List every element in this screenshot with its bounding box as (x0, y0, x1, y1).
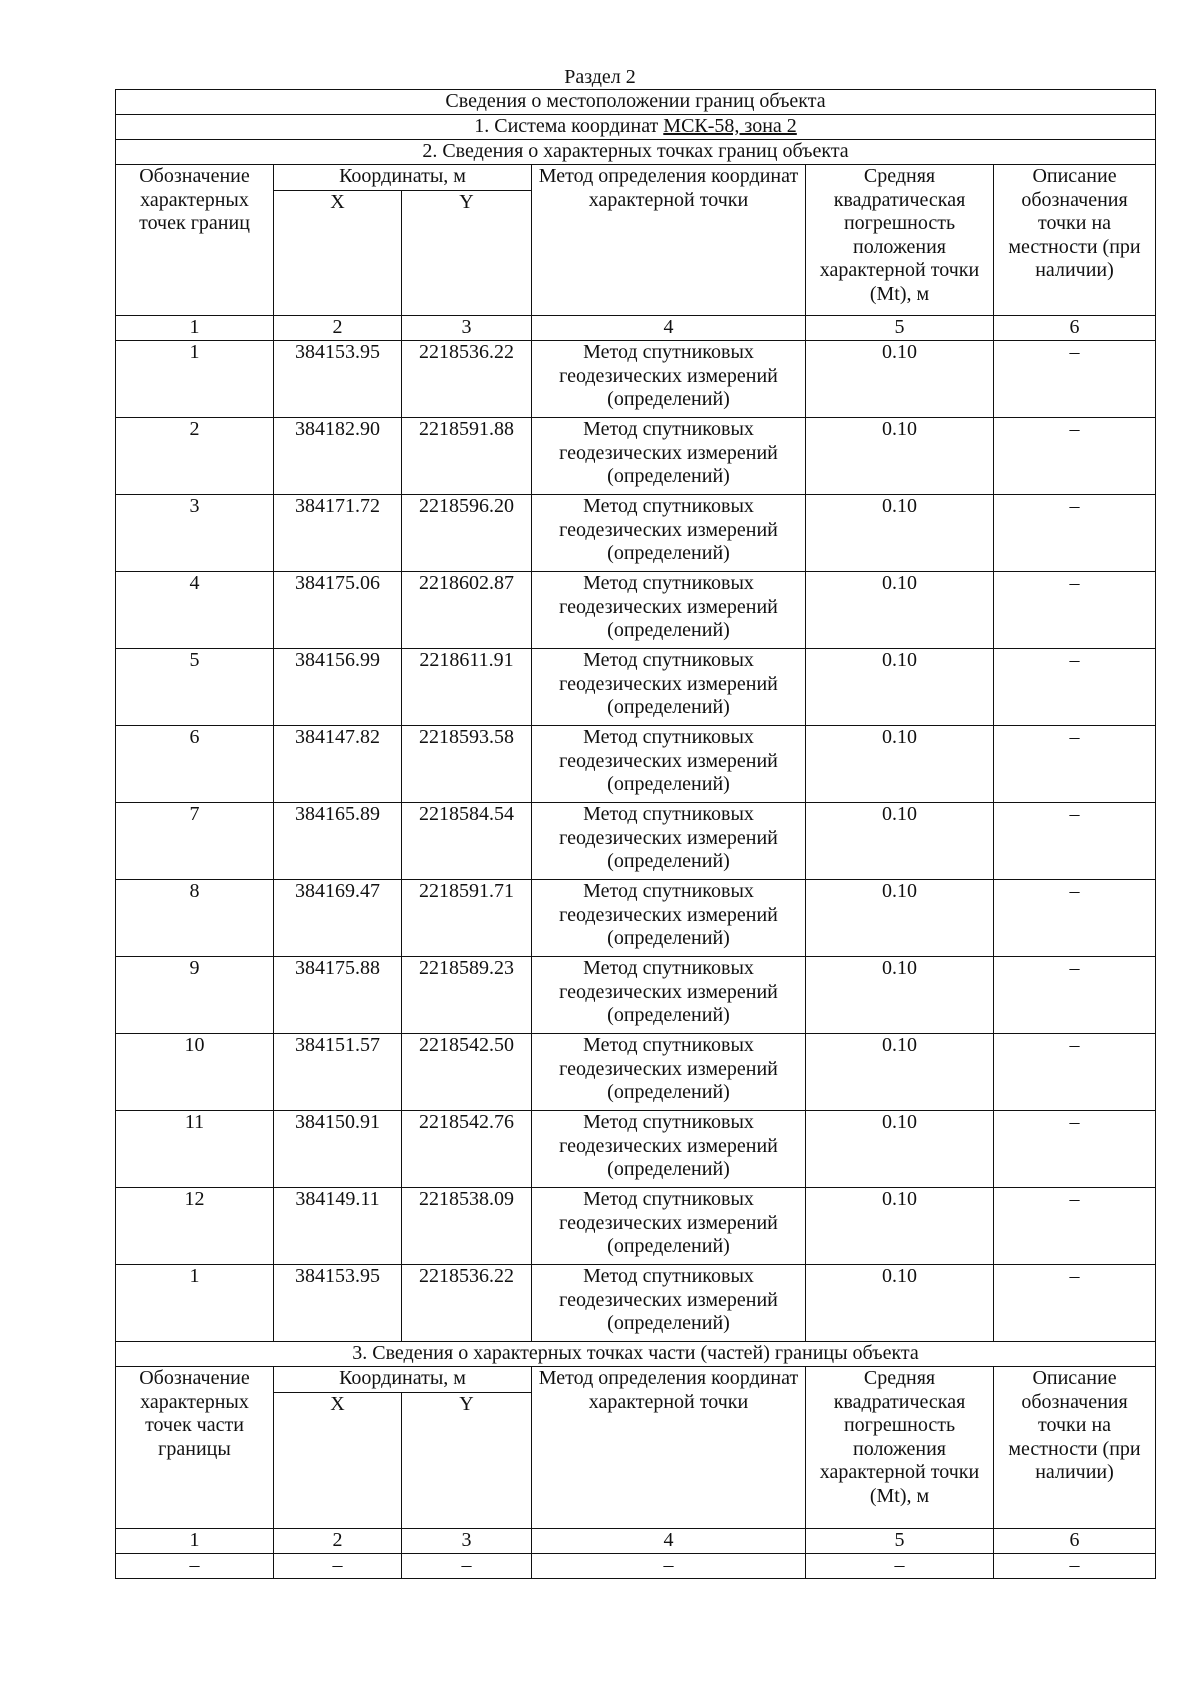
point-number: 5 (116, 649, 274, 726)
table-title: Сведения о местоположении границ объекта (116, 90, 1156, 115)
point-number: 4 (116, 572, 274, 649)
point-y: 2218589.23 (402, 957, 532, 1034)
point-mean-error: 0.10 (806, 1265, 994, 1342)
point-description: – (994, 649, 1156, 726)
point-number: 9 (116, 957, 274, 1034)
coord-system-prefix: 1. Система координат (474, 115, 664, 137)
column-number: 5 (806, 316, 994, 341)
point-description: – (994, 1034, 1156, 1111)
table-row (116, 572, 1156, 649)
point-description: – (994, 726, 1156, 803)
point-method: Метод спутниковых геодезических измерений (определений) (532, 726, 806, 803)
table-row (116, 803, 1156, 880)
point-y: 2218591.71 (402, 880, 532, 957)
part-cell: – (402, 1554, 532, 1579)
point-mean-error: 0.10 (806, 1034, 994, 1111)
point-method: Метод спутниковых геодезических измерений (определений) (532, 495, 806, 572)
point-number: 6 (116, 726, 274, 803)
column-numbers-row (116, 316, 1156, 341)
point-x: 384171.72 (274, 495, 402, 572)
point-description: – (994, 1111, 1156, 1188)
point-mean-error: 0.10 (806, 341, 994, 418)
point-mean-error: 0.10 (806, 726, 994, 803)
point-x: 384150.91 (274, 1111, 402, 1188)
table-row (116, 957, 1156, 1034)
part-cell: – (116, 1554, 274, 1579)
boundary-table (115, 89, 1156, 1579)
header-x: X (274, 191, 402, 316)
coord-system-line (116, 115, 1156, 140)
point-x: 384175.06 (274, 572, 402, 649)
part-cell: – (274, 1554, 402, 1579)
column-number: 2 (274, 1529, 402, 1554)
point-y: 2218542.76 (402, 1111, 532, 1188)
point-method: Метод спутниковых геодезических измерений (определений) (532, 1034, 806, 1111)
point-number: 8 (116, 880, 274, 957)
header-part-point-designation: Обозначение характерных точек части границы (116, 1367, 274, 1529)
header-y: Y (402, 191, 532, 316)
point-y: 2218611.91 (402, 649, 532, 726)
point-mean-error: 0.10 (806, 649, 994, 726)
point-mean-error: 0.10 (806, 1188, 994, 1265)
point-y: 2218596.20 (402, 495, 532, 572)
table-row (116, 1188, 1156, 1265)
point-description: – (994, 1188, 1156, 1265)
table-row (116, 1265, 1156, 1342)
point-x: 384156.99 (274, 649, 402, 726)
column-number: 3 (402, 1529, 532, 1554)
part-cell: – (806, 1554, 994, 1579)
point-method: Метод спутниковых геодезических измерений (определений) (532, 418, 806, 495)
point-y: 2218538.09 (402, 1188, 532, 1265)
point-y: 2218536.22 (402, 1265, 532, 1342)
point-mean-error: 0.10 (806, 803, 994, 880)
point-method: Метод спутниковых геодезических измерений (определений) (532, 1111, 806, 1188)
point-method: Метод спутниковых геодезических измерений (определений) (532, 1265, 806, 1342)
point-y: 2218542.50 (402, 1034, 532, 1111)
column-numbers-row-part (116, 1529, 1156, 1554)
point-description: – (994, 572, 1156, 649)
point-x: 384153.95 (274, 1265, 402, 1342)
header-x-part: X (274, 1393, 402, 1529)
column-number: 3 (402, 316, 532, 341)
header-point-designation: Обозначение характерных точек границ (116, 165, 274, 316)
header-method: Метод определения координат характерной точки (532, 165, 806, 316)
point-number: 7 (116, 803, 274, 880)
table-row (116, 1111, 1156, 1188)
point-description: – (994, 880, 1156, 957)
table-row (116, 341, 1156, 418)
column-number: 4 (532, 316, 806, 341)
point-x: 384182.90 (274, 418, 402, 495)
section-title: Раздел 2 (564, 66, 636, 88)
point-y: 2218593.58 (402, 726, 532, 803)
table-row (116, 495, 1156, 572)
point-y: 2218536.22 (402, 341, 532, 418)
point-description: – (994, 803, 1156, 880)
point-description: – (994, 1265, 1156, 1342)
point-mean-error: 0.10 (806, 418, 994, 495)
point-method: Метод спутниковых геодезических измерений (определений) (532, 572, 806, 649)
header-description: Описание обозначения точки на местности (при наличии) (994, 165, 1156, 316)
part-cell: – (532, 1554, 806, 1579)
header-description-part: Описание обозначения точки на местности (при наличии) (994, 1367, 1156, 1529)
point-number: 10 (116, 1034, 274, 1111)
point-number: 2 (116, 418, 274, 495)
column-number: 6 (994, 1529, 1156, 1554)
point-mean-error: 0.10 (806, 572, 994, 649)
point-mean-error: 0.10 (806, 880, 994, 957)
point-method: Метод спутниковых геодезических измерений (определений) (532, 649, 806, 726)
point-description: – (994, 341, 1156, 418)
header-coordinates-part: Координаты, м (274, 1367, 532, 1393)
header-method-part: Метод определения координат характерной точки (532, 1367, 806, 1529)
point-description: – (994, 957, 1156, 1034)
header-mean-error: Средняя квадратическая погрешность положения характерной точки (Mt), м (806, 165, 994, 316)
header-y-part: Y (402, 1393, 532, 1529)
point-number: 1 (116, 341, 274, 418)
column-number: 2 (274, 316, 402, 341)
table-row (116, 1034, 1156, 1111)
point-method: Метод спутниковых геодезических измерений (определений) (532, 341, 806, 418)
point-x: 384149.11 (274, 1188, 402, 1265)
point-number: 3 (116, 495, 274, 572)
column-number: 6 (994, 316, 1156, 341)
point-x: 384175.88 (274, 957, 402, 1034)
point-x: 384147.82 (274, 726, 402, 803)
table-row (116, 880, 1156, 957)
table-row (116, 649, 1156, 726)
point-mean-error: 0.10 (806, 957, 994, 1034)
header-mean-error-part: Средняя квадратическая погрешность положения характерной точки (Mt), м (806, 1367, 994, 1529)
point-number: 1 (116, 1265, 274, 1342)
point-y: 2218584.54 (402, 803, 532, 880)
subsection-3-title: 3. Сведения о характерных точках части (частей) границы объекта (116, 1342, 1156, 1367)
point-description: – (994, 495, 1156, 572)
coord-system-value: МСК-58, зона 2 (663, 115, 797, 137)
subsection-2-title: 2. Сведения о характерных точках границ объекта (116, 140, 1156, 165)
column-number: 5 (806, 1529, 994, 1554)
part-cell: – (994, 1554, 1156, 1579)
header-coordinates: Координаты, м (274, 165, 532, 191)
column-number: 4 (532, 1529, 806, 1554)
point-number: 12 (116, 1188, 274, 1265)
point-method: Метод спутниковых геодезических измерений (определений) (532, 1188, 806, 1265)
column-number: 1 (116, 316, 274, 341)
column-number: 1 (116, 1529, 274, 1554)
table-row (116, 418, 1156, 495)
point-x: 384169.47 (274, 880, 402, 957)
point-method: Метод спутниковых геодезических измерений (определений) (532, 957, 806, 1034)
point-x: 384153.95 (274, 341, 402, 418)
point-y: 2218591.88 (402, 418, 532, 495)
part-points-row (116, 1554, 1156, 1579)
point-method: Метод спутниковых геодезических измерений (определений) (532, 803, 806, 880)
point-description: – (994, 418, 1156, 495)
point-mean-error: 0.10 (806, 1111, 994, 1188)
table-row (116, 726, 1156, 803)
point-x: 384151.57 (274, 1034, 402, 1111)
point-y: 2218602.87 (402, 572, 532, 649)
point-mean-error: 0.10 (806, 495, 994, 572)
point-number: 11 (116, 1111, 274, 1188)
point-x: 384165.89 (274, 803, 402, 880)
point-method: Метод спутниковых геодезических измерений (определений) (532, 880, 806, 957)
